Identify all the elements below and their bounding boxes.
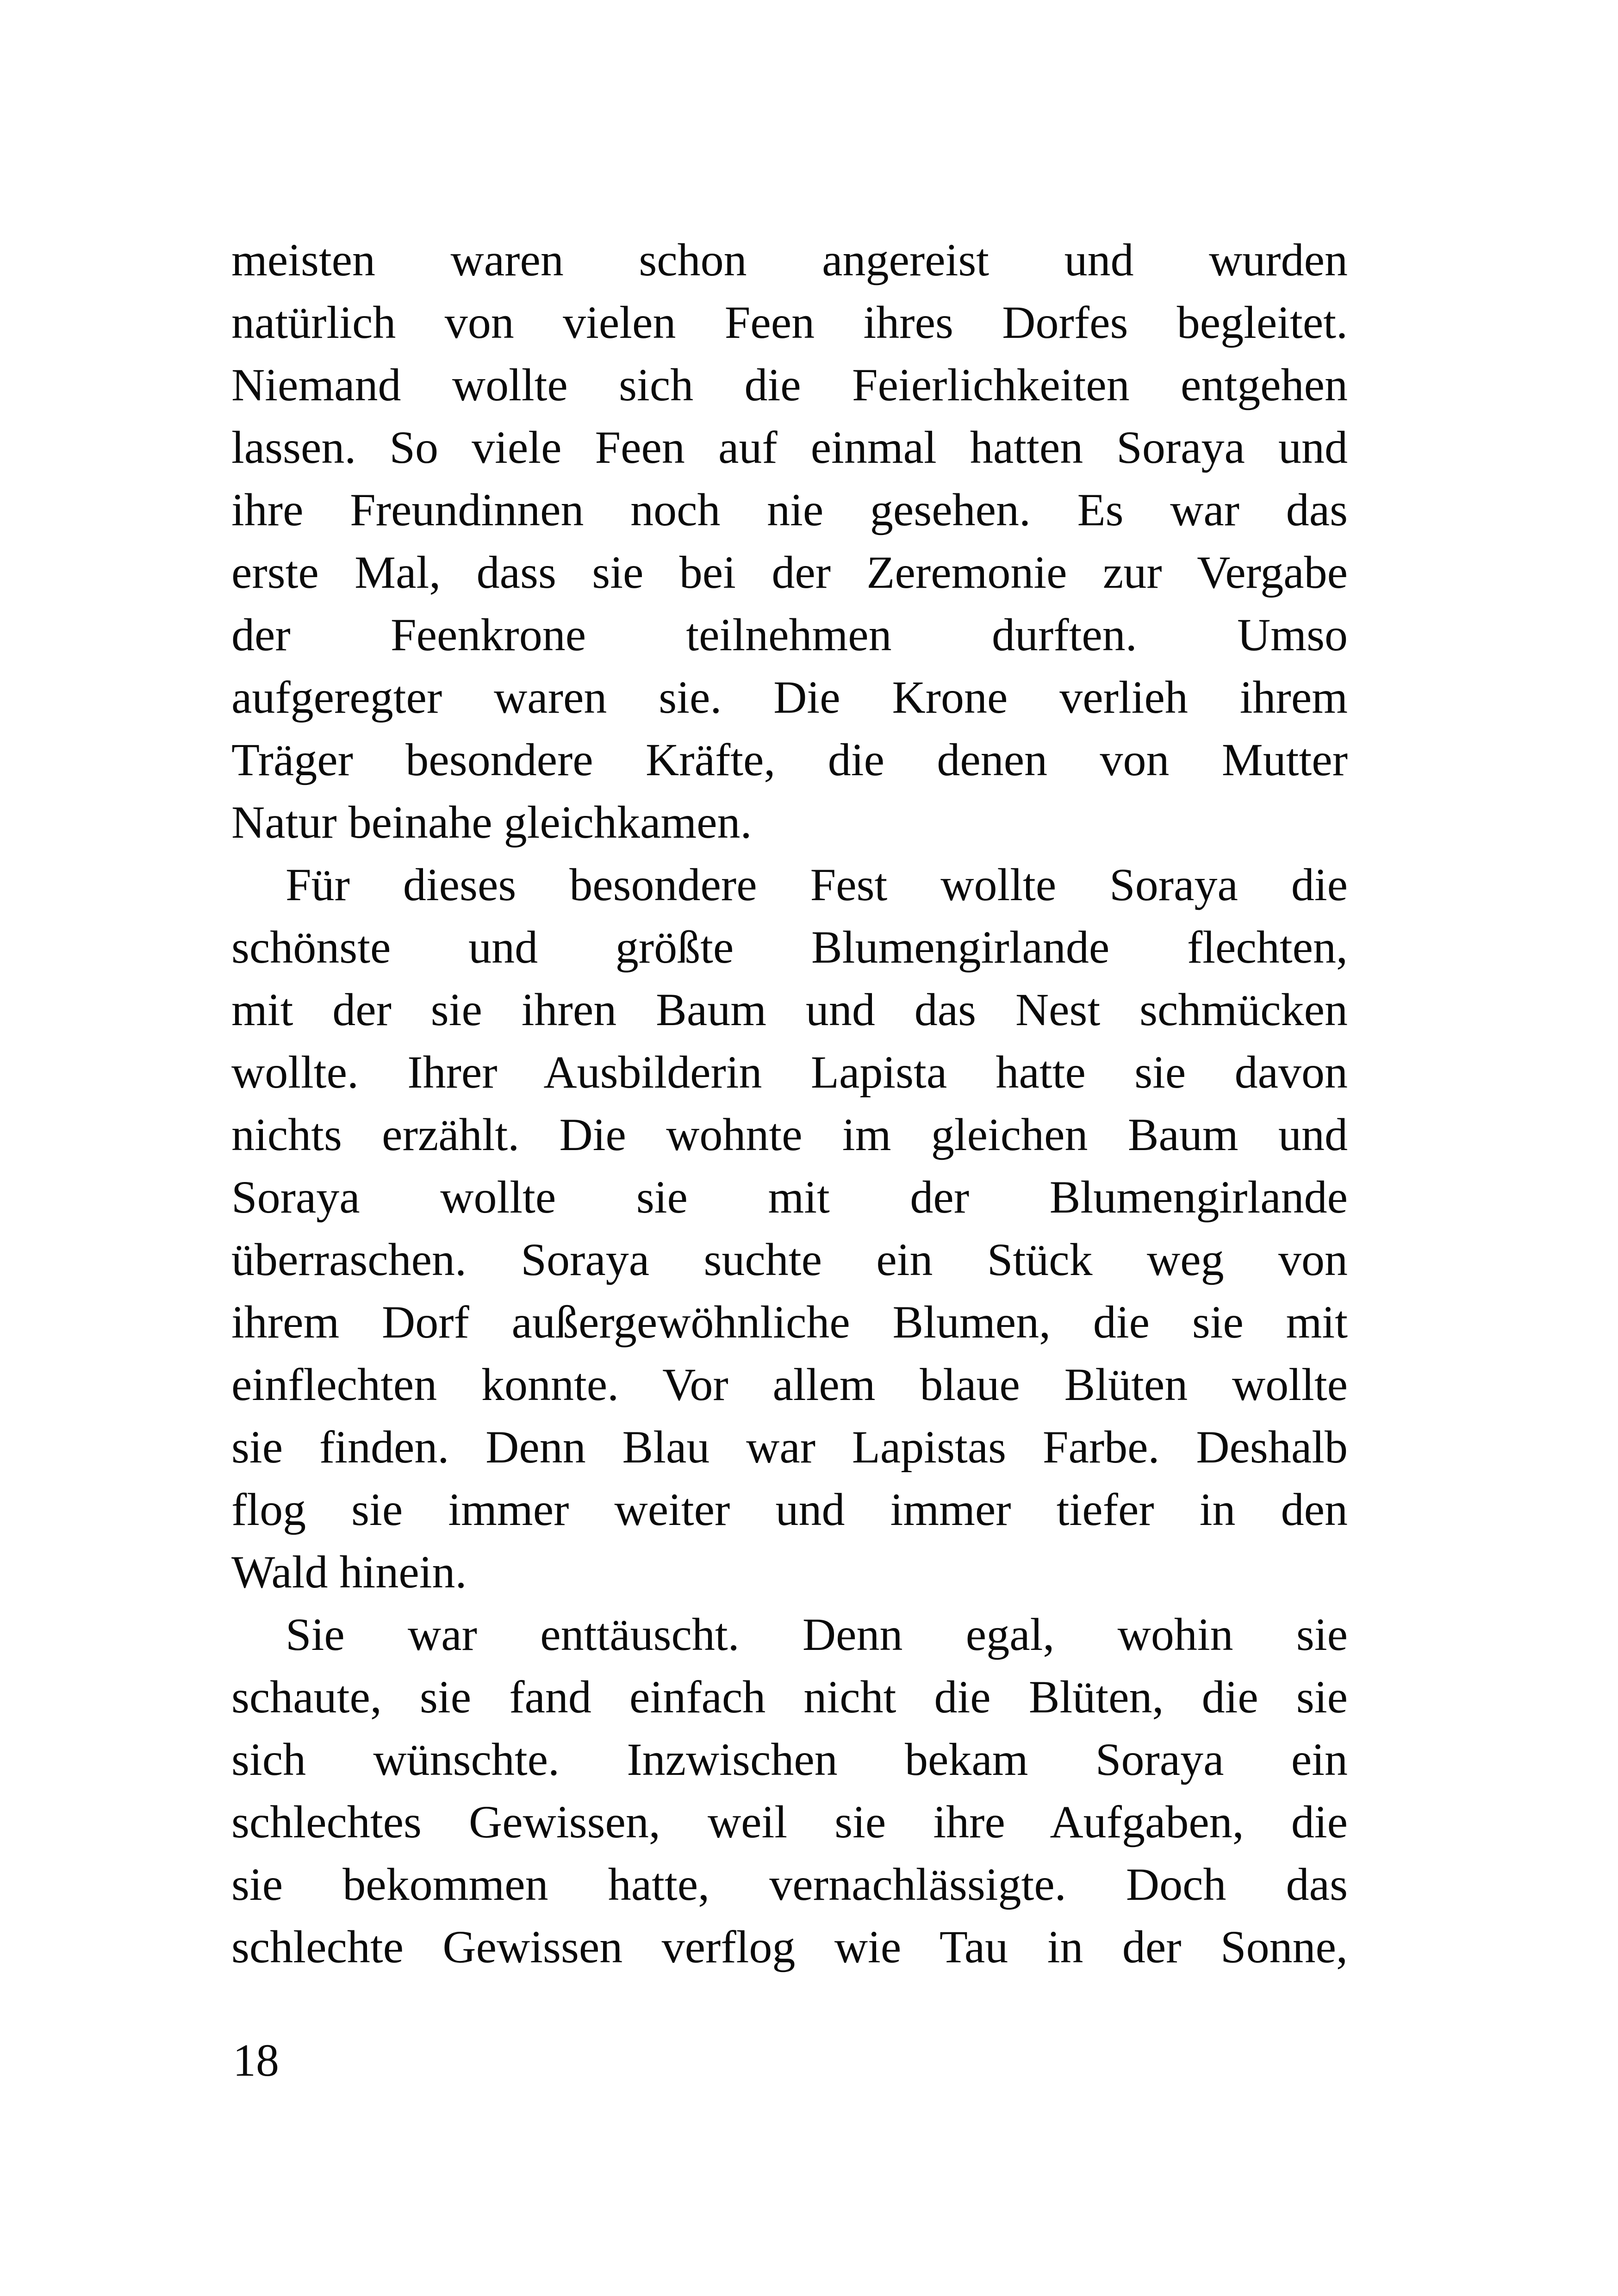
text-line: sich wünschte. Inzwischen bekam Soraya ein [231, 1734, 1348, 1785]
text-line: Für dieses besondere Fest wollte Soraya die [286, 859, 1348, 910]
text-line: Sie war enttäuscht. Denn egal, wohin sie [286, 1609, 1348, 1660]
text-line: nichts erzählt. Die wohnte im gleichen Baum und [231, 1109, 1348, 1160]
text-line: ihre Freundinnen noch nie gesehen. Es war das [231, 484, 1348, 535]
text-line: sie bekommen hatte, vernachlässigte. Doch das [231, 1859, 1348, 1910]
text-line: lassen. So viele Feen auf einmal hatten Soraya und [231, 422, 1348, 473]
text-line: Niemand wollte sich die Feierlichkeiten entgehen [231, 359, 1348, 411]
text-line: schlechtes Gewissen, weil sie ihre Aufgaben, die [231, 1796, 1348, 1848]
text-line: Wald hinein. [231, 1546, 467, 1598]
text-line: Soraya wollte sie mit der Blumengirlande [231, 1171, 1348, 1223]
text-line: schaute, sie fand einfach nicht die Blüten, die sie [231, 1671, 1348, 1723]
text-line: einflechten konnte. Vor allem blaue Blüten wollte [231, 1359, 1348, 1410]
text-line: überraschen. Soraya suchte ein Stück weg von [231, 1234, 1348, 1285]
page-number: 18 [233, 2035, 279, 2086]
text-line: aufgeregter waren sie. Die Krone verlieh ihrem [231, 672, 1348, 723]
text-line: der Feenkrone teilnehmen durften. Umso [231, 609, 1348, 660]
text-line: wollte. Ihrer Ausbilderin Lapista hatte sie davon [231, 1046, 1348, 1098]
text-line: natürlich von vielen Feen ihres Dorfes begleitet. [231, 297, 1348, 348]
text-line: sie finden. Denn Blau war Lapistas Farbe. Deshalb [231, 1421, 1348, 1473]
text-line: schlechte Gewissen verflog wie Tau in der Sonne, [231, 1921, 1348, 1972]
text-line: ihrem Dorf außergewöhnliche Blumen, die sie mit [231, 1296, 1348, 1348]
text-line: Träger besondere Kräfte, die denen von Mutter [231, 734, 1348, 785]
text-line: flog sie immer weiter und immer tiefer in den [231, 1484, 1348, 1535]
page-text [231, 229, 1348, 1978]
text-line: mit der sie ihren Baum und das Nest schmücken [231, 984, 1348, 1035]
text-line: meisten waren schon angereist und wurden [231, 234, 1348, 286]
text-line: Natur beinahe gleichkamen. [231, 796, 752, 848]
text-line: schönste und größte Blumengirlande flechten, [231, 921, 1348, 973]
text-line: erste Mal, dass sie bei der Zeremonie zur Vergabe [231, 547, 1348, 598]
